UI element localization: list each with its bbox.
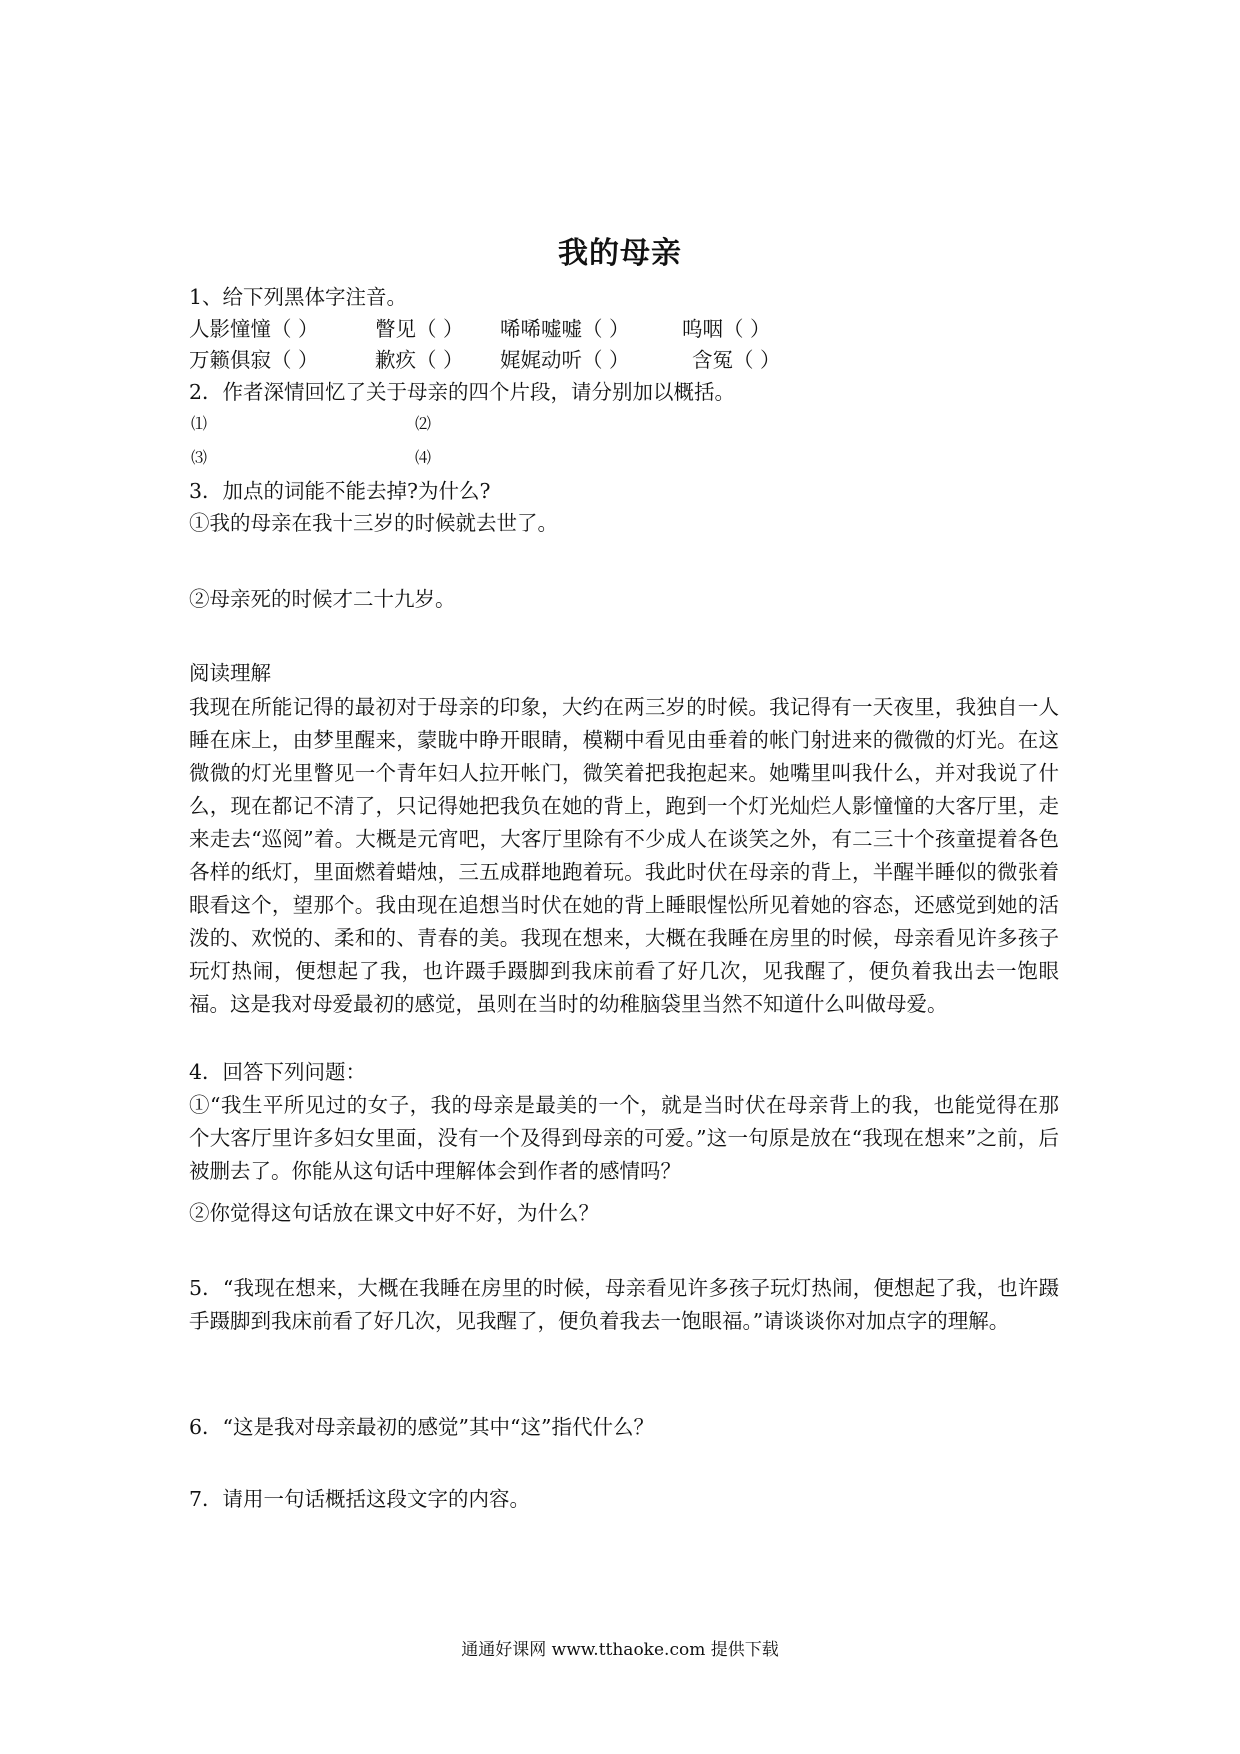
word-item: 瞥见（ ） <box>375 317 464 341</box>
answer-blank-2: ⑵ <box>415 414 432 433</box>
footer-text: 通通好课网 www.tthaoke.com 提供下载 <box>461 1640 779 1660</box>
question-7: 7．请用一句话概括这段文字的内容。 <box>189 1487 531 1511</box>
question-3-item-2: ②母亲死的时候才二十九岁。 <box>189 587 456 611</box>
question-6: 6．“这是我对母亲最初的感觉”其中“这”指代什么？ <box>189 1415 654 1439</box>
question-4-item-2: ②你觉得这句话放在课文中好不好，为什么？ <box>189 1201 599 1225</box>
question-4-item-1: ①“我生平所见过的女子，我的母亲是最美的一个，就是当时伏在母亲背上的我，也能觉得在那个大客厅里许多妇女里面，没有一个及得到母亲的可爱。”这一句原是放在“我现在想来”之前，后被删去了。你能从这句话中理解体会到作者的感情吗？ <box>189 1093 1059 1183</box>
word-item: 歉疚（ ） <box>375 348 464 372</box>
question-3-prompt: 3．加点的词能不能去掉?为什么? <box>189 479 491 503</box>
word-item: 唏唏嘘嘘（ ） <box>500 317 630 341</box>
answer-blank-4: ⑷ <box>415 448 432 467</box>
page-title: 我的母亲 <box>558 236 682 271</box>
question-4-prompt: 4．回答下列问题： <box>189 1060 367 1084</box>
word-item: 含冤（ ） <box>692 348 781 372</box>
answer-blank-1: ⑴ <box>191 414 208 433</box>
word-item: 呜咽（ ） <box>682 317 771 341</box>
reading-passage: 我现在所能记得的最初对于母亲的印象，大约在两三岁的时候。我记得有一天夜里，我独自一人睡在床上，由梦里醒来，蒙眬中睁开眼睛，模糊中看见由垂着的帐门射进来的微微的灯光。在这微微的灯光里瞥见一个青年妇人拉开帐门，微笑着把我抱起来。她嘴里叫我什么，并对我说了什么，现在都记不清了，只记得她把我负在她的背上，跑到一个灯光灿烂人影憧憧的大客厅里，走来走去“巡阅”着。大概是元宵吧，大客厅里除有不少成人在谈笑之外，有二三十个孩童提着各色各样的纸灯，里面燃着蜡烛，三五成群地跑着玩。我此时伏在母亲的背上，半醒半睡似的微张着眼看这个，望那个。我由现在追想当时伏在她的背上睡眼惺忪所见着她的容态，还感觉到她的活泼的、欢悦的、柔和的、青春的美。我现在想来，大概在我睡在房里的时候，母亲看见许多孩子玩灯热闹，便想起了我，也许蹑手蹑脚到我床前看了好几次，见我醒了，便负着我出去一饱眼福。这是我对母爱最初的感觉，虽则在当时的幼稚脑袋里当然不知道什么叫做母爱。 <box>189 695 1059 1016</box>
word-item: 万籁俱寂（ ） <box>189 348 319 372</box>
question-5: 5．“我现在想来，大概在我睡在房里的时候，母亲看见许多孩子玩灯热闹，便想起了我，也许蹑手蹑脚到我床前看了好几次，见我醒了，便负着我去一饱眼福。”请谈谈你对加点字的理解。 <box>189 1276 1059 1333</box>
question-1-prompt: 1、给下列黑体字注音。 <box>189 285 408 309</box>
reading-heading: 阅读理解 <box>189 661 271 685</box>
answer-blank-3: ⑶ <box>191 448 208 467</box>
question-3-item-1: ①我的母亲在我十三岁的时候就去世了。 <box>189 511 558 535</box>
word-item: 人影憧憧（ ） <box>189 317 319 341</box>
word-item: 娓娓动听（ ） <box>500 348 630 372</box>
question-2-prompt: 2．作者深情回忆了关于母亲的四个片段，请分别加以概括。 <box>189 380 736 404</box>
